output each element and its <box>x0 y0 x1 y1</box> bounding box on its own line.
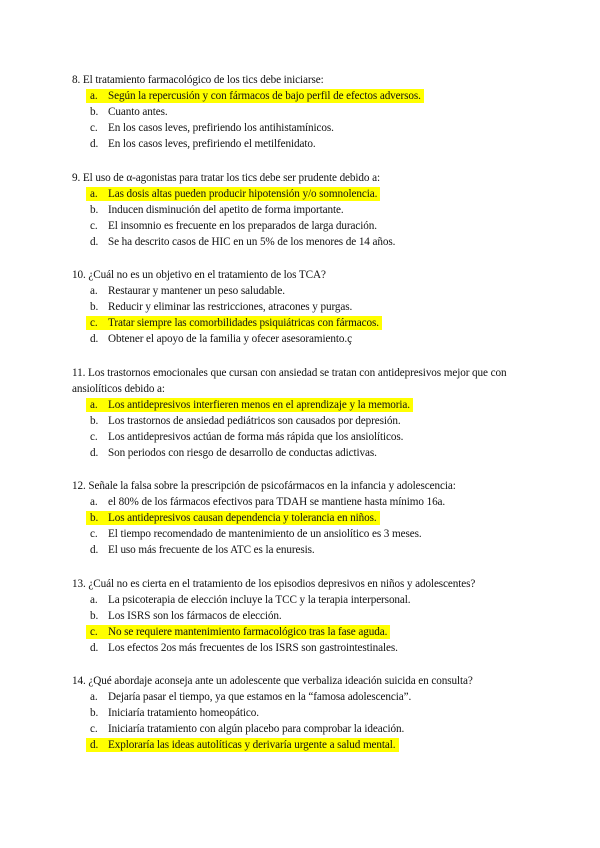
answer-option <box>72 624 532 640</box>
option-text: Se ha descrito casos de HIC en un 5% de los menores de 14 años. <box>108 235 396 248</box>
option-letter: d. <box>90 641 99 654</box>
answer-option <box>72 413 532 429</box>
option-text: La psicoterapia de elección incluye la TCC y la terapia interpersonal. <box>108 593 411 606</box>
option-text: Restaurar y mantener un peso saludable. <box>108 285 285 297</box>
option-letter: c. <box>90 122 98 134</box>
option-text: Son periodos con riesgo de desarrollo de conductas adictivas. <box>108 446 377 459</box>
option-text: Según la repercusión y con fármacos de bajo perfil de efectos adversos. <box>108 90 421 102</box>
question-block <box>72 673 532 753</box>
option-text: Los antidepresivos interfieren menos en el aprendizaje y la memoria. <box>108 398 410 411</box>
option-letter: c. <box>90 430 98 443</box>
option-letter: a. <box>90 593 98 606</box>
option-text: Iniciaría tratamiento homeopático. <box>108 707 259 719</box>
option-text: El insomnio es frecuente en los preparados de larga duración. <box>108 219 377 232</box>
option-letter: c. <box>90 528 98 540</box>
option-letter: b. <box>90 707 99 719</box>
answer-option <box>72 202 532 218</box>
option-letter: c. <box>90 625 98 638</box>
question-text: 10. ¿Cuál no es un objetivo en el tratamiento de los TCA? <box>72 269 326 281</box>
answer-option <box>72 136 532 152</box>
option-text: Los antidepresivos actúan de forma más rápida que los ansiolíticos. <box>108 430 404 443</box>
option-text: Reducir y eliminar las restricciones, atracones y purgas. <box>108 301 353 313</box>
question-text: 11. Los trastornos emocionales que cursan con ansiedad se tratan con antidepresivos mejor que con ansiolíticos debido a: <box>72 366 507 395</box>
answer-option <box>72 608 532 624</box>
option-text: Inducen disminución del apetito de forma importante. <box>108 203 344 216</box>
answer-option <box>72 592 532 608</box>
question-text: 12. Señale la falsa sobre la prescripción de psicofármacos en la infancia y adolescencia: <box>72 480 456 492</box>
option-text: Dejaría pasar el tiempo, ya que estamos en la “famosa adolescencia”. <box>108 691 412 703</box>
option-text: El tiempo recomendado de mantenimiento de un ansiolítico es 3 meses. <box>108 528 422 540</box>
answer-option <box>72 299 532 315</box>
option-text: Tratar siempre las comorbilidades psiquiátricas con fármacos. <box>108 317 379 329</box>
question-text: 13. ¿Cuál no es cierta en el tratamiento de los episodios depresivos en niños y adolescentes? <box>72 577 476 590</box>
answer-option <box>72 120 532 136</box>
option-letter: d. <box>90 544 99 556</box>
answer-option <box>72 397 532 413</box>
answer-option <box>72 88 532 104</box>
answer-option <box>72 331 532 347</box>
question-text: 8. El tratamiento farmacológico de los tics debe iniciarse: <box>72 74 324 86</box>
option-text: Los efectos 2os más frecuentes de los ISRS son gastrointestinales. <box>108 641 398 654</box>
option-letter: b. <box>90 203 99 216</box>
answer-option <box>72 494 532 510</box>
answer-option <box>72 510 532 526</box>
option-text: En los casos leves, prefiriendo el metilfenidato. <box>108 138 316 150</box>
option-letter: d. <box>90 235 99 248</box>
option-letter: b. <box>90 609 99 622</box>
answer-option <box>72 429 532 445</box>
option-text: Los antidepresivos causan dependencia y tolerancia en niños. <box>108 512 377 524</box>
question-text: 14. ¿Qué abordaje aconseja ante un adolescente que verbaliza ideación suicida en consulta? <box>72 675 473 687</box>
option-letter: a. <box>90 691 98 703</box>
question-block <box>72 170 532 250</box>
option-letter: c. <box>90 723 98 735</box>
option-letter: d. <box>90 333 99 345</box>
option-text: Cuanto antes. <box>108 106 168 118</box>
option-text: Obtener el apoyo de la familia y ofecer asesoramiento.ç <box>108 333 352 345</box>
option-text: Los ISRS son los fármacos de elección. <box>108 609 282 622</box>
option-text: el 80% de los fármacos efectivos para TDAH se mantiene hasta mínimo 16a. <box>108 496 446 508</box>
option-letter: b. <box>90 414 99 427</box>
option-letter: a. <box>90 398 98 411</box>
question-block <box>72 267 532 347</box>
option-letter: d. <box>90 446 99 459</box>
option-text: Iniciaría tratamiento con algún placebo para comprobar la ideación. <box>108 723 405 735</box>
option-text: El uso más frecuente de los ATC es la enuresis. <box>108 544 315 556</box>
question-block <box>72 478 532 558</box>
question-block <box>72 576 532 656</box>
answer-option <box>72 234 532 250</box>
answer-option <box>72 542 532 558</box>
option-text: No se requiere mantenimiento farmacológico tras la fase aguda. <box>108 625 388 638</box>
answer-option <box>72 737 532 753</box>
option-text: Exploraría las ideas autolíticas y derivaría urgente a salud mental. <box>108 739 396 751</box>
question-text: 9. El uso de α-agonistas para tratar los tics debe ser prudente debido a: <box>72 171 380 184</box>
question-block <box>72 72 532 152</box>
answer-option <box>72 315 532 331</box>
option-letter: a. <box>90 187 98 200</box>
option-letter: b. <box>90 301 99 313</box>
option-text: Las dosis altas pueden producir hipotensión y/o somnolencia. <box>108 187 378 200</box>
answer-option <box>72 721 532 737</box>
answer-option <box>72 445 532 461</box>
option-letter: c. <box>90 317 98 329</box>
question-list <box>72 72 532 771</box>
option-letter: b. <box>90 106 99 118</box>
option-letter: a. <box>90 90 98 102</box>
answer-option <box>72 283 532 299</box>
answer-option <box>72 689 532 705</box>
option-letter: d. <box>90 138 99 150</box>
answer-option <box>72 640 532 656</box>
option-letter: d. <box>90 739 99 751</box>
answer-option <box>72 104 532 120</box>
question-block <box>72 365 532 461</box>
option-letter: c. <box>90 219 98 232</box>
option-text: En los casos leves, prefiriendo los antihistamínicos. <box>108 122 334 134</box>
option-letter: b. <box>90 512 99 524</box>
option-letter: a. <box>90 285 98 297</box>
option-text: Los trastornos de ansiedad pediátricos son causados por depresión. <box>108 414 401 427</box>
answer-option <box>72 218 532 234</box>
answer-option <box>72 186 532 202</box>
answer-option <box>72 526 532 542</box>
option-letter: a. <box>90 496 98 508</box>
answer-option <box>72 705 532 721</box>
